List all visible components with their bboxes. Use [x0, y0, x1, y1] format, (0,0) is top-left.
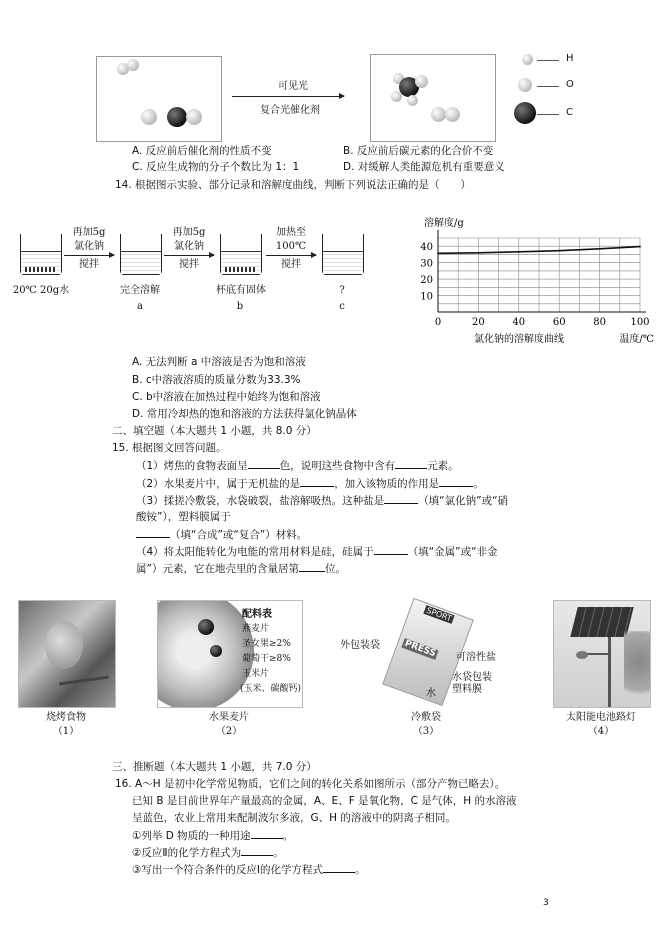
oxygen-atom	[445, 107, 460, 122]
reaction-after-box	[370, 54, 496, 142]
ingredient-2: 圣女果≥2%	[242, 639, 291, 649]
q13-option-c: C. 反应生成物的分子个数比为 1：1	[132, 161, 300, 173]
face-shape	[45, 621, 83, 669]
data-point	[518, 251, 520, 253]
legend-o: O	[566, 79, 574, 90]
q15-line5: （填“合成”或“复合”）材料。	[136, 527, 307, 542]
step2-arrow	[164, 255, 214, 256]
caption-4-num: （4）	[587, 726, 615, 737]
pack-brand-1: SPORT	[425, 605, 453, 624]
y-tick-label: 40	[420, 242, 433, 254]
blank[interactable]	[241, 845, 273, 856]
q13-option-b: B. 反应前后碳元素的化合价不变	[343, 145, 494, 157]
y-axis-label: 溶解度/g	[424, 218, 464, 229]
ingredient-5: (玉米、碳酸钙)	[240, 684, 302, 694]
hydrogen-atom	[391, 91, 402, 102]
step3-top: 加热至	[276, 227, 306, 238]
step3-mid: 100℃	[275, 241, 307, 252]
beaker-a	[120, 234, 162, 275]
oxygen-atom	[415, 75, 428, 88]
raisin-shape	[198, 619, 214, 635]
label-c: ?	[339, 285, 345, 296]
q14-option-d: D. 常用冷却热的饱和溶液的方法获得氯化钠晶体	[132, 408, 357, 420]
chart-title: 氯化钠的溶解度曲线	[474, 334, 564, 345]
section2-heading: 二、填空题（本大题共 1 小题，共 8.0 分）	[112, 425, 317, 437]
section3-heading: 三、推断题（本大题共 1 小题，共 7.0 分）	[112, 761, 317, 773]
pack-label-water: 水	[426, 688, 436, 699]
photo-cereal	[157, 600, 303, 708]
oxygen-atom	[431, 107, 446, 122]
photo-solar-lamp	[553, 600, 651, 708]
pack-label-water-bag: 水袋包装	[452, 672, 492, 683]
label-a: 完全溶解	[120, 285, 160, 296]
oxygen-atom	[186, 109, 202, 125]
photo-barbecue	[18, 600, 116, 708]
blank[interactable]	[323, 862, 355, 873]
data-point	[639, 246, 641, 248]
ingredient-4: 玉米片	[242, 669, 270, 679]
step3-bot: 搅拌	[281, 259, 301, 270]
caption-4-name: 太阳能电池路灯	[566, 712, 636, 723]
q15-line2: （2）水果麦片中，属于无机盐的是 ，加入该物质的作用是 。	[136, 478, 484, 490]
x-tick-label: 80	[593, 317, 606, 328]
q16-sub1: ①列举 D 物质的一种用途 。	[132, 830, 294, 842]
step1-mid: 氯化钠	[74, 241, 104, 252]
page-number: 3	[543, 898, 549, 908]
oxygen-atom	[141, 109, 157, 125]
x-tick-label: 100	[630, 317, 650, 328]
caption-3-name: 冷敷袋	[411, 712, 441, 723]
x-axis-label: 温度/℃	[619, 334, 654, 345]
lamp-head-shape	[576, 651, 588, 659]
blank[interactable]	[395, 458, 427, 469]
raisin-shape	[210, 645, 222, 657]
step2-top: 再加5g	[172, 227, 206, 238]
x-tick-label: 0	[434, 317, 442, 328]
data-point	[558, 250, 560, 252]
ingredient-1: 燕麦片	[242, 624, 270, 634]
blank[interactable]	[439, 476, 473, 487]
sub-c: c	[339, 301, 345, 312]
lamp-pole-shape	[608, 637, 611, 707]
blank[interactable]	[374, 544, 408, 555]
blank[interactable]	[136, 527, 170, 538]
blank[interactable]	[251, 828, 283, 839]
x-tick-label: 20	[472, 317, 485, 328]
reaction-arrow	[232, 96, 344, 97]
q16-line1: 16. A～H 是初中化学常见物质，它们之间的转化关系如图所示（部分产物已略去）。	[115, 778, 506, 790]
label-b: 杯底有固体	[216, 285, 266, 296]
arrow-top-label: 可见光	[278, 81, 308, 92]
y-tick-label: 10	[420, 291, 433, 303]
caption-3-num: （3）	[412, 726, 440, 737]
ingredient-3: 葡萄干≥8%	[242, 654, 291, 664]
q15-line6: （4）将太阳能转化为电能的常用材料是硅，硅属于 （填“金属”或“非金	[136, 546, 498, 558]
q14-option-a: A. 无法判断 a 中溶液是否为饱和溶液	[132, 356, 306, 368]
caption-1-num: （1）	[52, 726, 80, 737]
y-tick-label: 20	[420, 275, 433, 287]
data-point	[478, 252, 480, 254]
q16-line3: 呈蓝色，农业上常用来配制波尔多液，G、H 的溶液中的阴离子相同。	[132, 812, 456, 824]
q15-stem: 15. 根据图文回答问题。	[112, 442, 227, 454]
q14-stem: 14. 根据图示实验、部分记录和溶解度曲线，判断下列说法正确的是（ ）	[115, 179, 472, 191]
oxygen-legend-icon	[518, 78, 532, 92]
blank[interactable]	[248, 458, 280, 469]
blank[interactable]	[300, 476, 334, 487]
sub-a: a	[137, 301, 143, 312]
hydrogen-atom	[407, 95, 418, 106]
sub-b: b	[236, 301, 244, 312]
q15-line4: 酸铵”），塑料膜属于	[136, 511, 231, 523]
data-point	[599, 248, 601, 250]
data-point	[437, 252, 439, 254]
ingredients-title: 配料表	[242, 609, 272, 620]
q15-line3: （3）揉搓冷敷袋，水袋破裂，盐溶解吸热。这种盐是 （填“氯化钠”或“硝	[136, 495, 509, 507]
blank[interactable]	[299, 561, 325, 572]
x-tick-label: 40	[512, 317, 526, 328]
step2-bot: 搅拌	[179, 259, 199, 270]
q14-option-b: B. c中溶液溶质的质量分数为33.3%	[132, 374, 301, 386]
q13-option-d: D. 对缓解人类能源危机有重要意义	[343, 161, 505, 173]
blank[interactable]	[384, 493, 418, 504]
step1-top: 再加5g	[72, 227, 106, 238]
step1-arrow	[64, 255, 114, 256]
pack-label-outer: 外包装袋	[340, 640, 380, 651]
hydrogen-legend-icon	[522, 54, 533, 65]
q16-sub3: ③写出一个符合条件的反应Ⅰ的化学方程式 。	[132, 864, 366, 876]
pack-label-film: 塑料膜	[452, 684, 482, 695]
q14-option-c: C. b中溶液在加热过程中始终为饱和溶液	[132, 391, 321, 403]
y-tick-label: 30	[420, 258, 433, 270]
beaker-start	[20, 234, 62, 275]
x-tick-label: 60	[552, 317, 566, 328]
solubility-chart	[396, 206, 656, 346]
q15-line1: （1）烤焦的食物表面呈 色，说明这些食物中含有 元素。	[136, 460, 459, 472]
carbon-atom	[167, 107, 187, 127]
tree-shape	[624, 631, 651, 707]
pack-brand-2: PRESS	[403, 638, 437, 660]
q16-line2: 已知 B 是目前世界年产量最高的金属，A、E、F 是氧化物，C 是气体，H 的水溶液	[132, 795, 517, 807]
beaker-b	[220, 234, 262, 275]
step2-mid: 氯化钠	[174, 241, 204, 252]
q16-sub2: ②反应Ⅱ的化学方程式为 。	[132, 847, 284, 859]
arrow-bottom-label: 复合光催化剂	[260, 105, 320, 116]
legend-h: H	[566, 53, 574, 64]
q13-option-a: A. 反应前后催化剂的性质不变	[132, 145, 272, 157]
skewer-shape	[59, 676, 109, 686]
label-start: 20℃ 20g水	[12, 285, 70, 296]
hydrogen-atom	[127, 59, 139, 71]
carbon-legend-icon	[514, 102, 536, 124]
caption-1-name: 烧烤食物	[46, 712, 86, 723]
step1-bot: 搅拌	[79, 259, 99, 270]
caption-2-name: 水果麦片	[209, 712, 249, 723]
q15-line7: 属”）元素，它在地壳里的含量居第 位。	[136, 563, 346, 575]
caption-2-num: （2）	[215, 726, 243, 737]
legend-c: C	[566, 107, 573, 118]
beaker-c	[322, 234, 364, 275]
reaction-before-box	[96, 56, 222, 142]
pack-label-salt: 可溶性盐	[456, 652, 496, 663]
step3-arrow	[266, 255, 316, 256]
